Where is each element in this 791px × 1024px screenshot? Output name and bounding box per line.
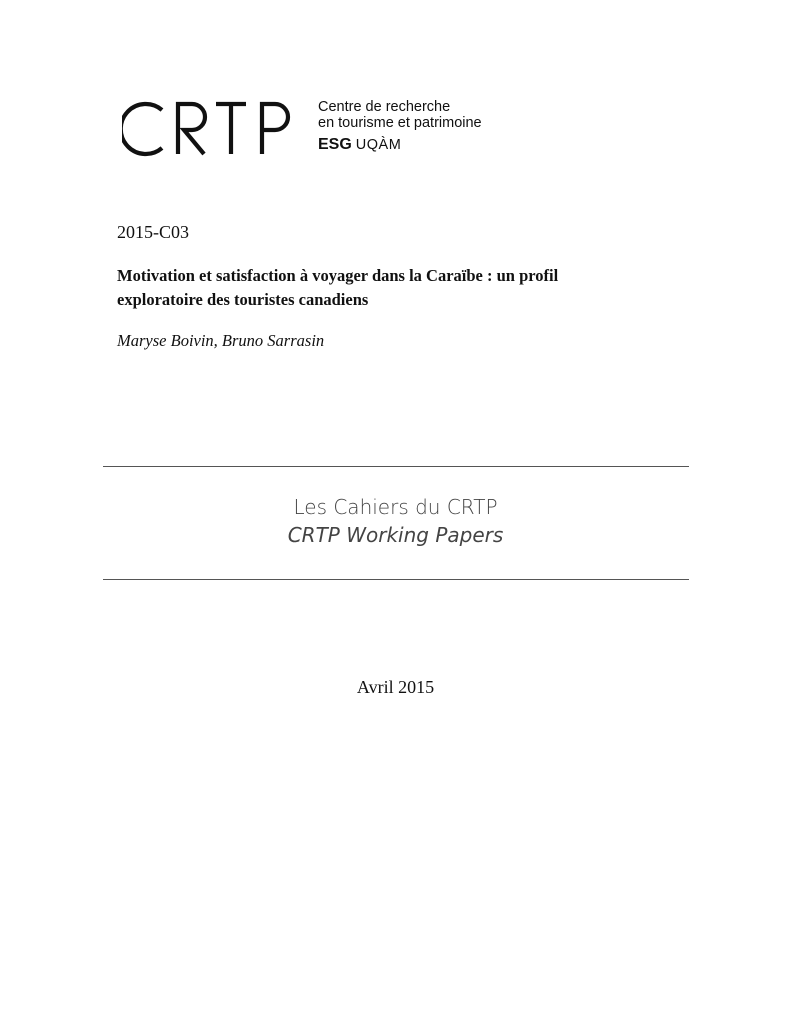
logo-line-1: Centre de recherche: [318, 99, 451, 115]
uqam-label: UQÀM: [355, 137, 402, 153]
bottom-divider: [103, 579, 689, 580]
series-title-en: CRTP Working Papers: [287, 523, 504, 547]
crtp-logo-mark: [122, 98, 294, 160]
series-title-fr: Les Cahiers du CRTP: [293, 495, 498, 519]
paper-title: Motivation et satisfaction à voyager dans la Caraïbe : un profil exploratoire des touristes canadiens: [117, 266, 559, 309]
publication-date: Avril 2015: [356, 677, 435, 697]
crtp-logo: [122, 98, 502, 160]
logo-affiliation: [318, 136, 482, 154]
crtp-logo-text: [318, 99, 482, 154]
esg-label: ESG: [318, 136, 352, 153]
paper-authors: Maryse Boivin, Bruno Sarrasin: [117, 331, 325, 350]
top-divider: [103, 466, 689, 467]
paper-code: 2015-C03: [117, 222, 189, 242]
logo-line-2: en tourisme et patrimoine: [318, 115, 482, 131]
